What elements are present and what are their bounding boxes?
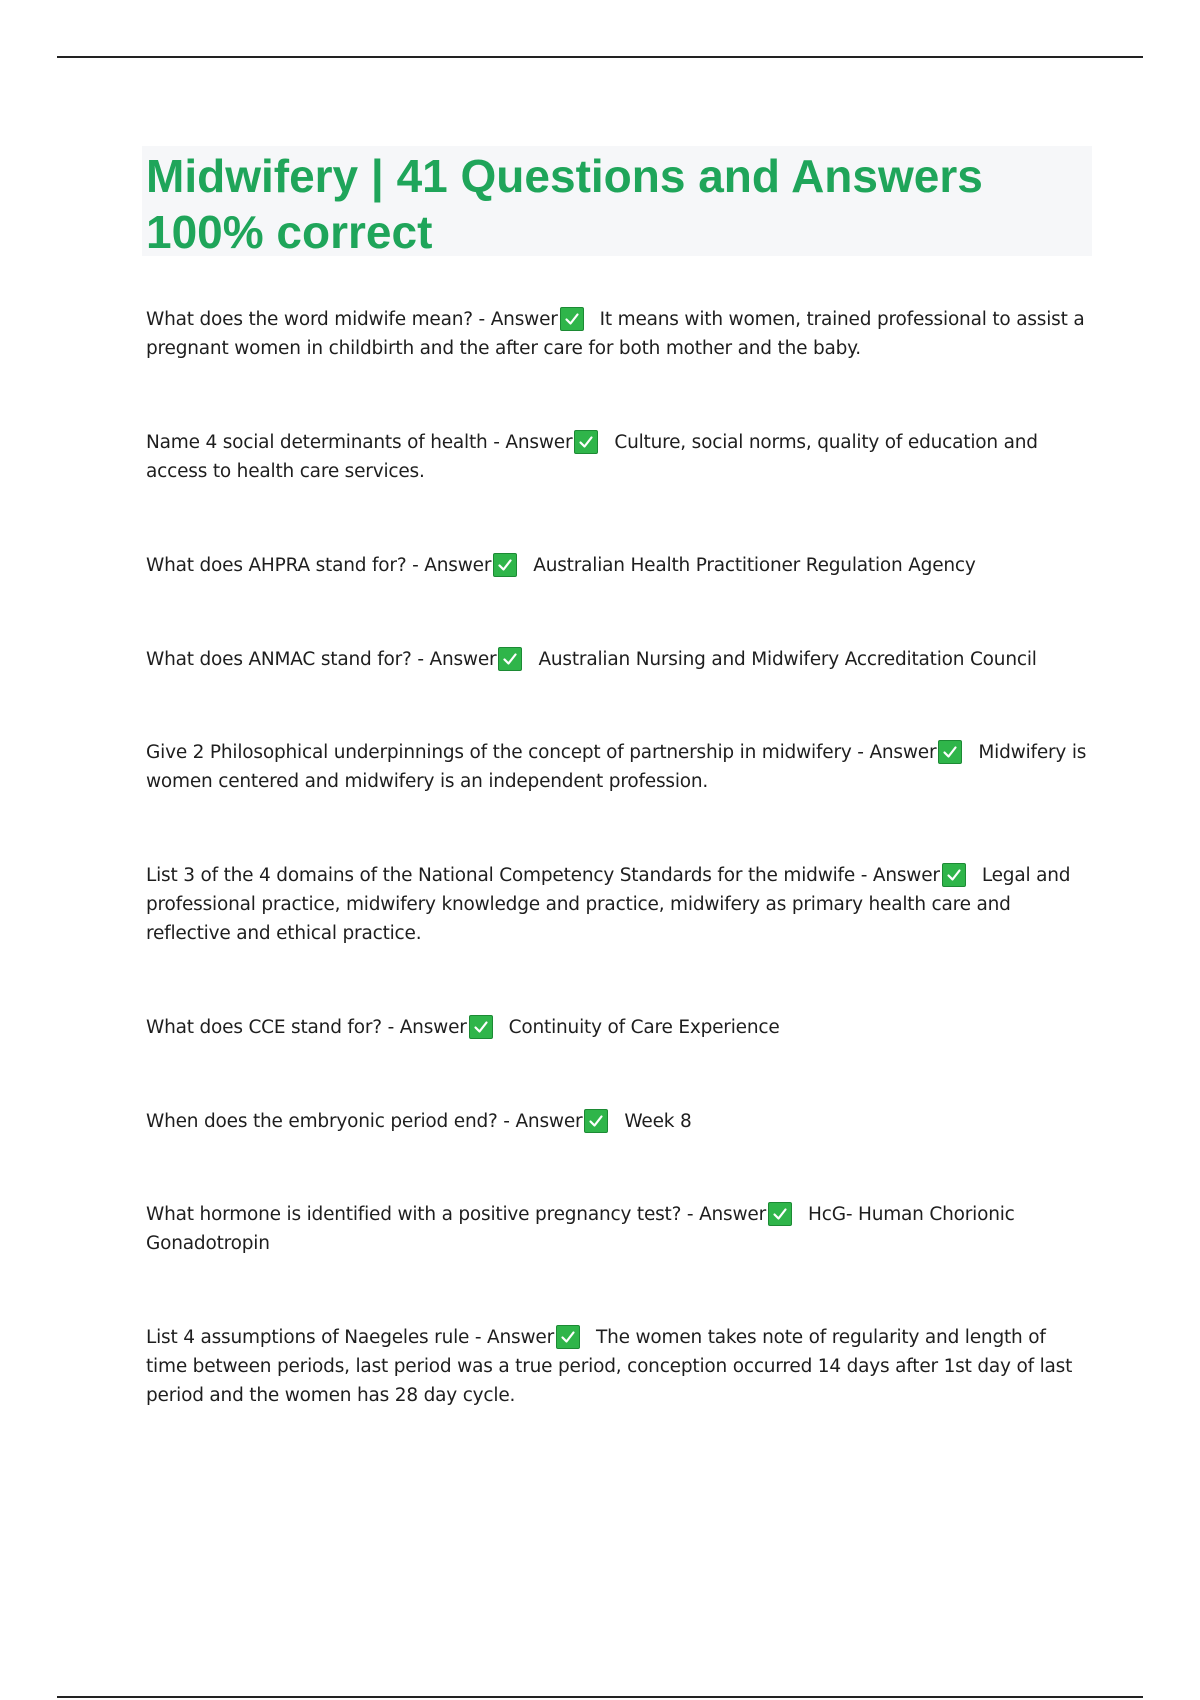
qa-item-7 [146,1013,1091,1042]
answer-text: It means with women, trained professional to assist a pregnant women in childbirth and the after care for both mother and the baby. [146,309,1085,359]
qa-item-10 [146,1323,1091,1410]
qa-item-8 [146,1107,1091,1136]
qa-item-5 [146,738,1091,796]
title-line-2: 100% correct [146,206,433,258]
check-mark-icon [469,1015,493,1039]
question-text: List 4 assumptions of Naegeles rule - Answer [146,1327,554,1348]
qa-item-2 [146,428,1091,486]
answer-text: Legal and professional practice, midwifery knowledge and practice, midwifery as primary health care and reflective and ethical practice. [146,865,1071,944]
answer-text: Australian Nursing and Midwifery Accreditation Council [538,649,1037,670]
question-text: Name 4 social determinants of health - Answer [146,432,573,453]
answer-text: Week 8 [624,1111,692,1132]
check-mark-icon [574,430,598,454]
answer-text: The women takes note of regularity and length of time between periods, last period was a true period, conception occurred 14 days after 1st day of last period and the women has 28 day cycle. [146,1327,1073,1406]
answer-text: Culture, social norms, quality of education and access to health care services. [146,432,1038,482]
question-text: What does ANMAC stand for? - Answer [146,649,497,670]
check-mark-icon [942,863,966,887]
qa-item-1 [146,305,1091,363]
qa-item-4 [146,645,1091,674]
check-mark-icon [498,647,522,671]
question-text: List 3 of the 4 domains of the National Competency Standards for the midwife - Answer [146,865,940,886]
question-text: When does the embryonic period end? - Answer [146,1111,583,1132]
title-line-1: Midwifery | 41 Questions and Answers [146,150,983,202]
qa-item-6 [146,861,1091,948]
title-banner [142,146,1092,256]
check-mark-icon [584,1109,608,1133]
question-text: What does the word midwife mean? - Answer [146,309,558,330]
check-mark-icon [938,740,962,764]
qa-item-3 [146,551,1091,580]
document-title [146,148,983,260]
answer-text: HcG- Human Chorionic Gonadotropin [146,1204,1015,1254]
answer-text: Midwifery is women centered and midwifery is an independent profession. [146,742,1087,792]
question-text: What does CCE stand for? - Answer [146,1017,467,1038]
check-mark-icon [560,307,584,331]
answer-text: Continuity of Care Experience [508,1017,780,1038]
question-text: What hormone is identified with a positive pregnancy test? - Answer [146,1204,767,1225]
top-rule [57,56,1143,58]
check-mark-icon [768,1202,792,1226]
check-mark-icon [556,1325,580,1349]
bottom-rule [57,1696,1143,1698]
question-text: What does AHPRA stand for? - Answer [146,555,492,576]
question-text: Give 2 Philosophical underpinnings of the concept of partnership in midwifery - Answer [146,742,937,763]
answer-text: Australian Health Practitioner Regulation Agency [533,555,976,576]
check-mark-icon [493,553,517,577]
qa-item-9 [146,1200,1091,1258]
